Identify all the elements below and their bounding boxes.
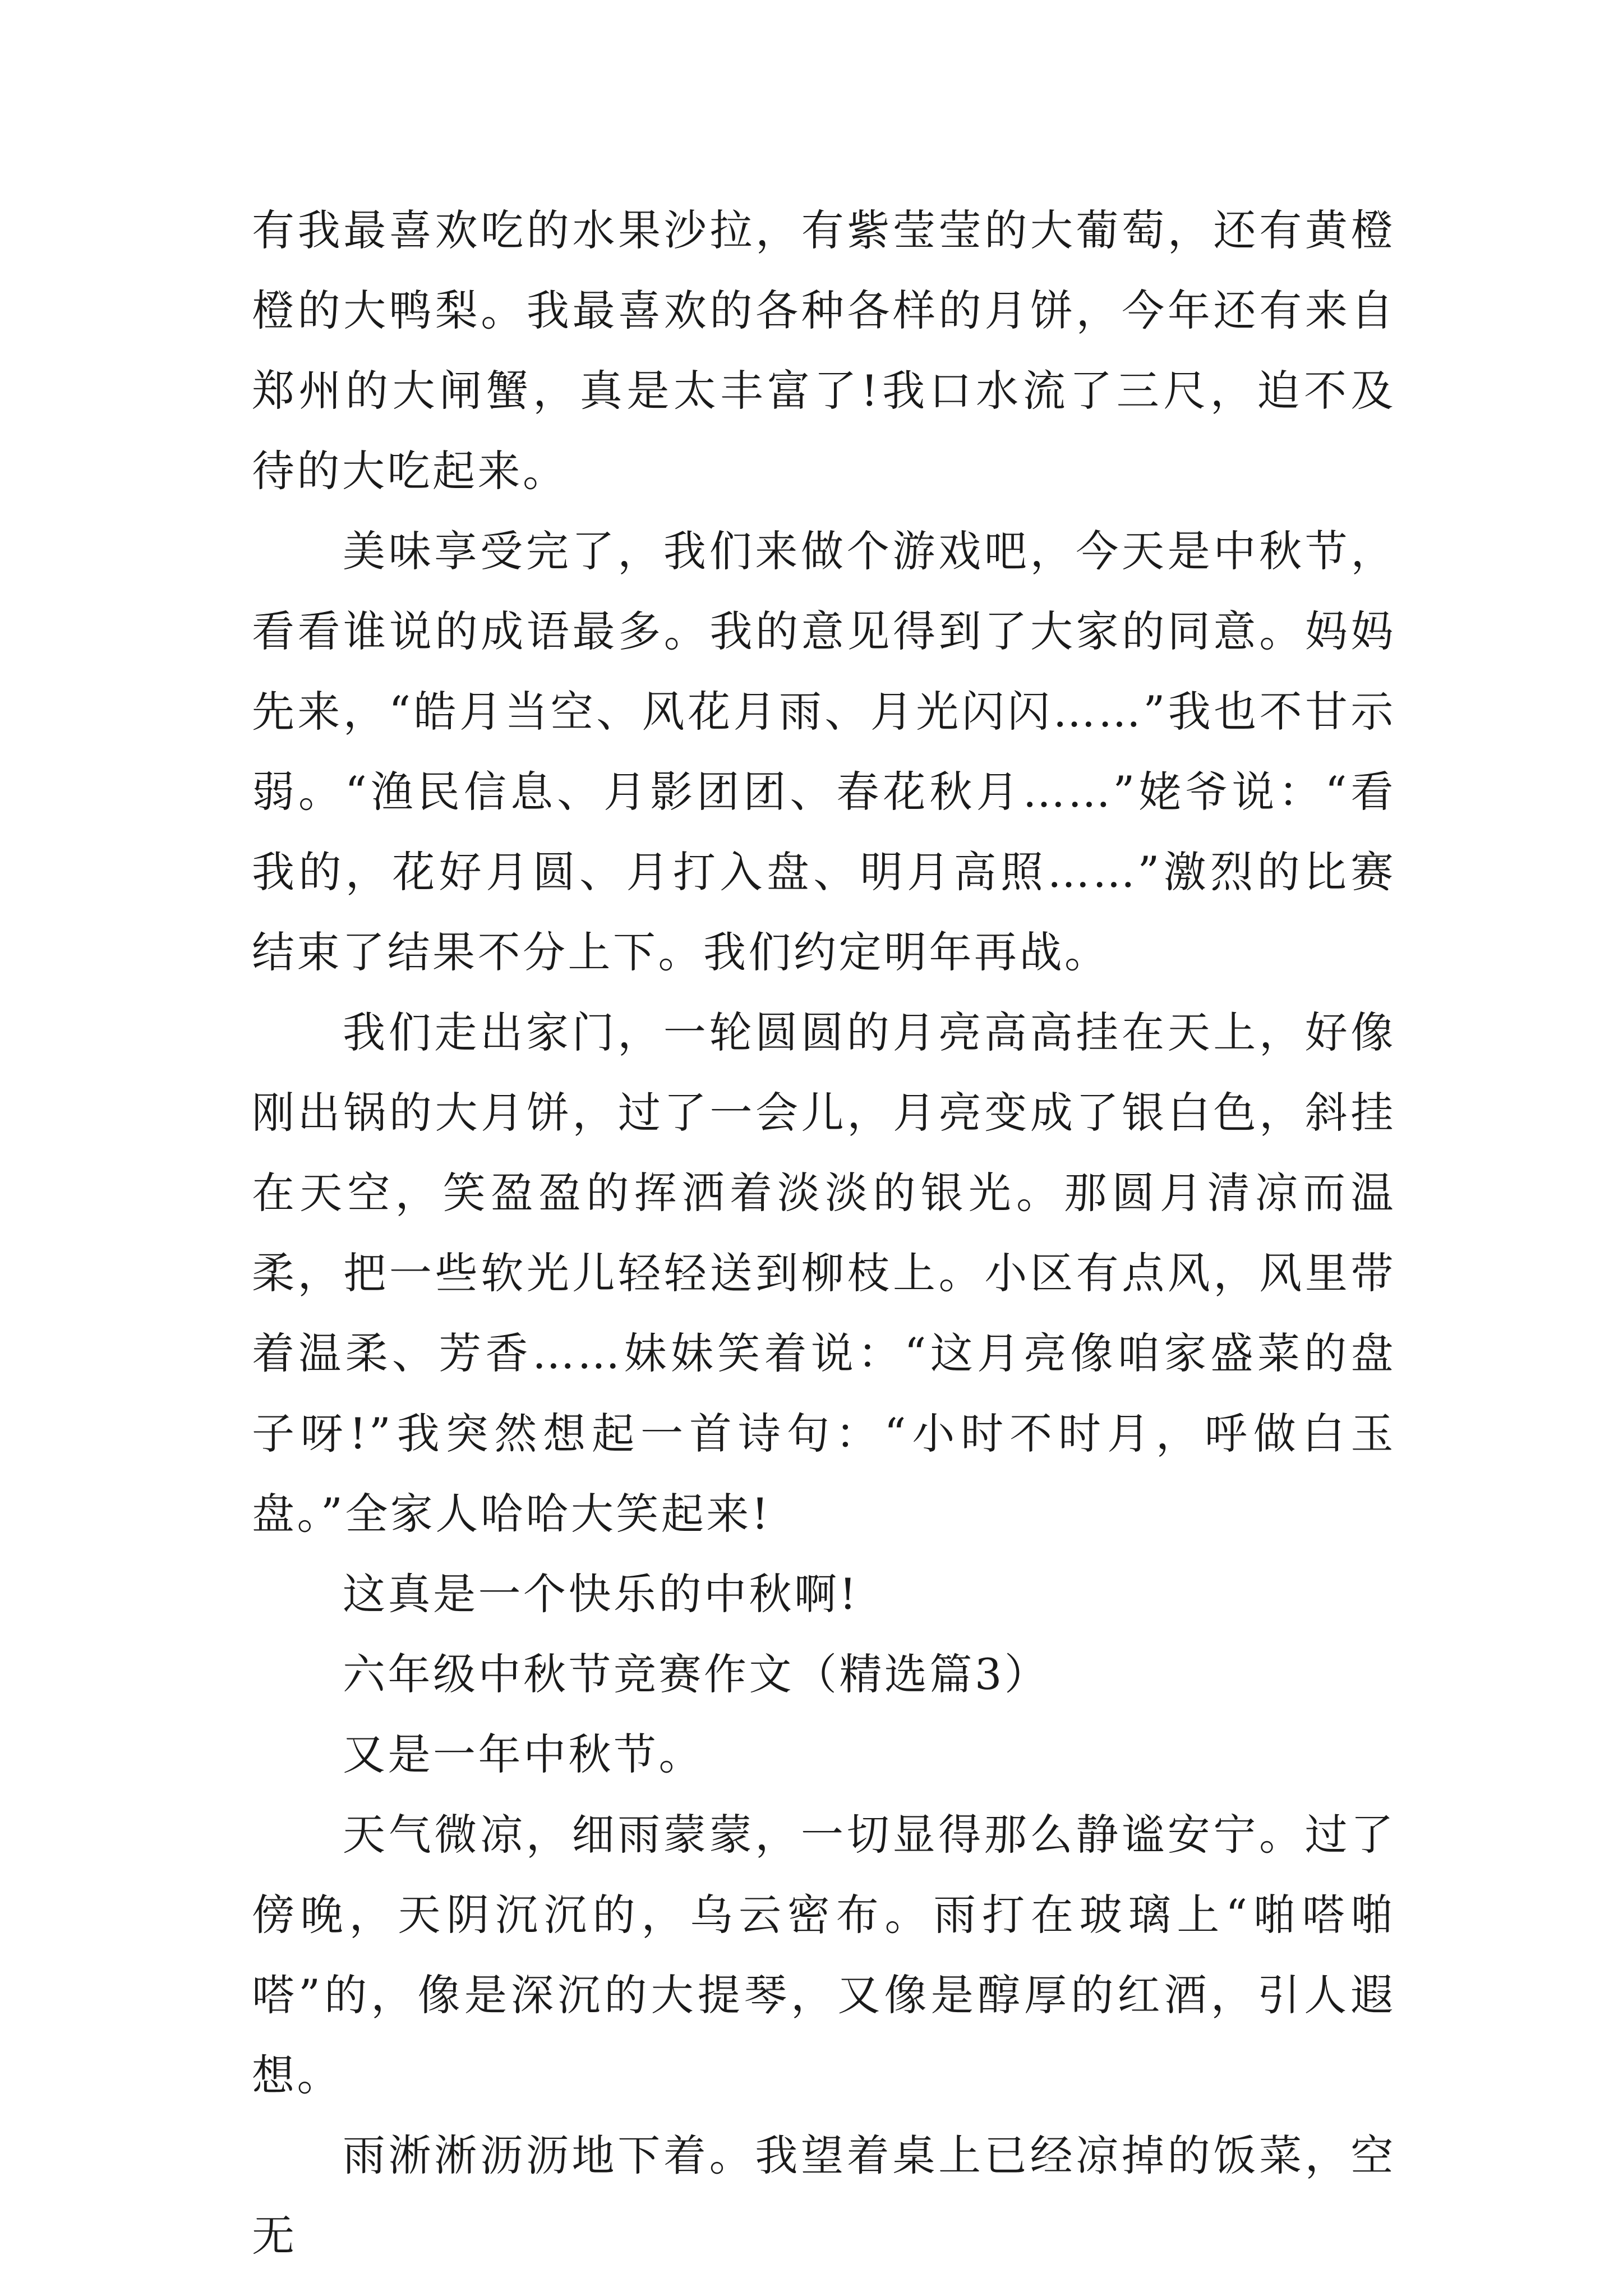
paragraph-3: 我们走出家门，一轮圆圆的月亮高高挂在天上，好像刚出锅的大月饼，过了一会儿，月亮变成了银白色，斜挂在天空，笑盈盈的挥洒着淡淡的银光。那圆月清凉而温柔，把一些软光儿轻轻送到柳枝上。小区有点风，风里带着温柔、芳香……妹妹笑着说：“这月亮像咱家盛菜的盘子呀!”我突然想起一首诗句：“小时不时月，呼做白玉盘。”全家人哈哈大笑起来!: [252, 1007, 1396, 1539]
paragraph-4: 这真是一个快乐的中秋啊!: [343, 1569, 859, 1619]
paragraph-2: 美味享受完了，我们来做个游戏吧，今天是中秋节，看看谁说的成语最多。我的意见得到了大家的同意。妈妈先来，“皓月当空、风花月雨、月光闪闪……”我也不甘示弱。“渔民信息、月影团团、春花秋月……”姥爷说：“看我的，花好月圆、月打入盘、明月高照……”激烈的比赛结束了结果不分上下。我们约定明年再战。: [252, 526, 1396, 977]
paragraph-7: 雨淅淅沥沥地下着。我望着桌上已经凉掉的饭菜，空无: [252, 2131, 1396, 2261]
document-body: [252, 190, 1396, 2276]
paragraph-1: 有我最喜欢吃的水果沙拉，有紫莹莹的大葡萄，还有黄橙橙的大鸭梨。我最喜欢的各种各样的月饼，今年还有来自郑州的大闸蟹，真是太丰富了!我口水流了三尺，迫不及待的大吃起来。: [252, 205, 1396, 496]
paragraph-6: 天气微凉，细雨蒙蒙，一切显得那么静谧安宁。过了傍晚，天阴沉沉的，乌云密布。雨打在玻璃上“啪嗒啪嗒”的，像是深沉的大提琴，又像是醇厚的红酒，引人遐想。: [252, 1810, 1396, 2100]
section-heading: 六年级中秋节竞赛作文（精选篇3）: [343, 1649, 1050, 1699]
paragraph-5: 又是一年中秋节。: [343, 1729, 704, 1779]
